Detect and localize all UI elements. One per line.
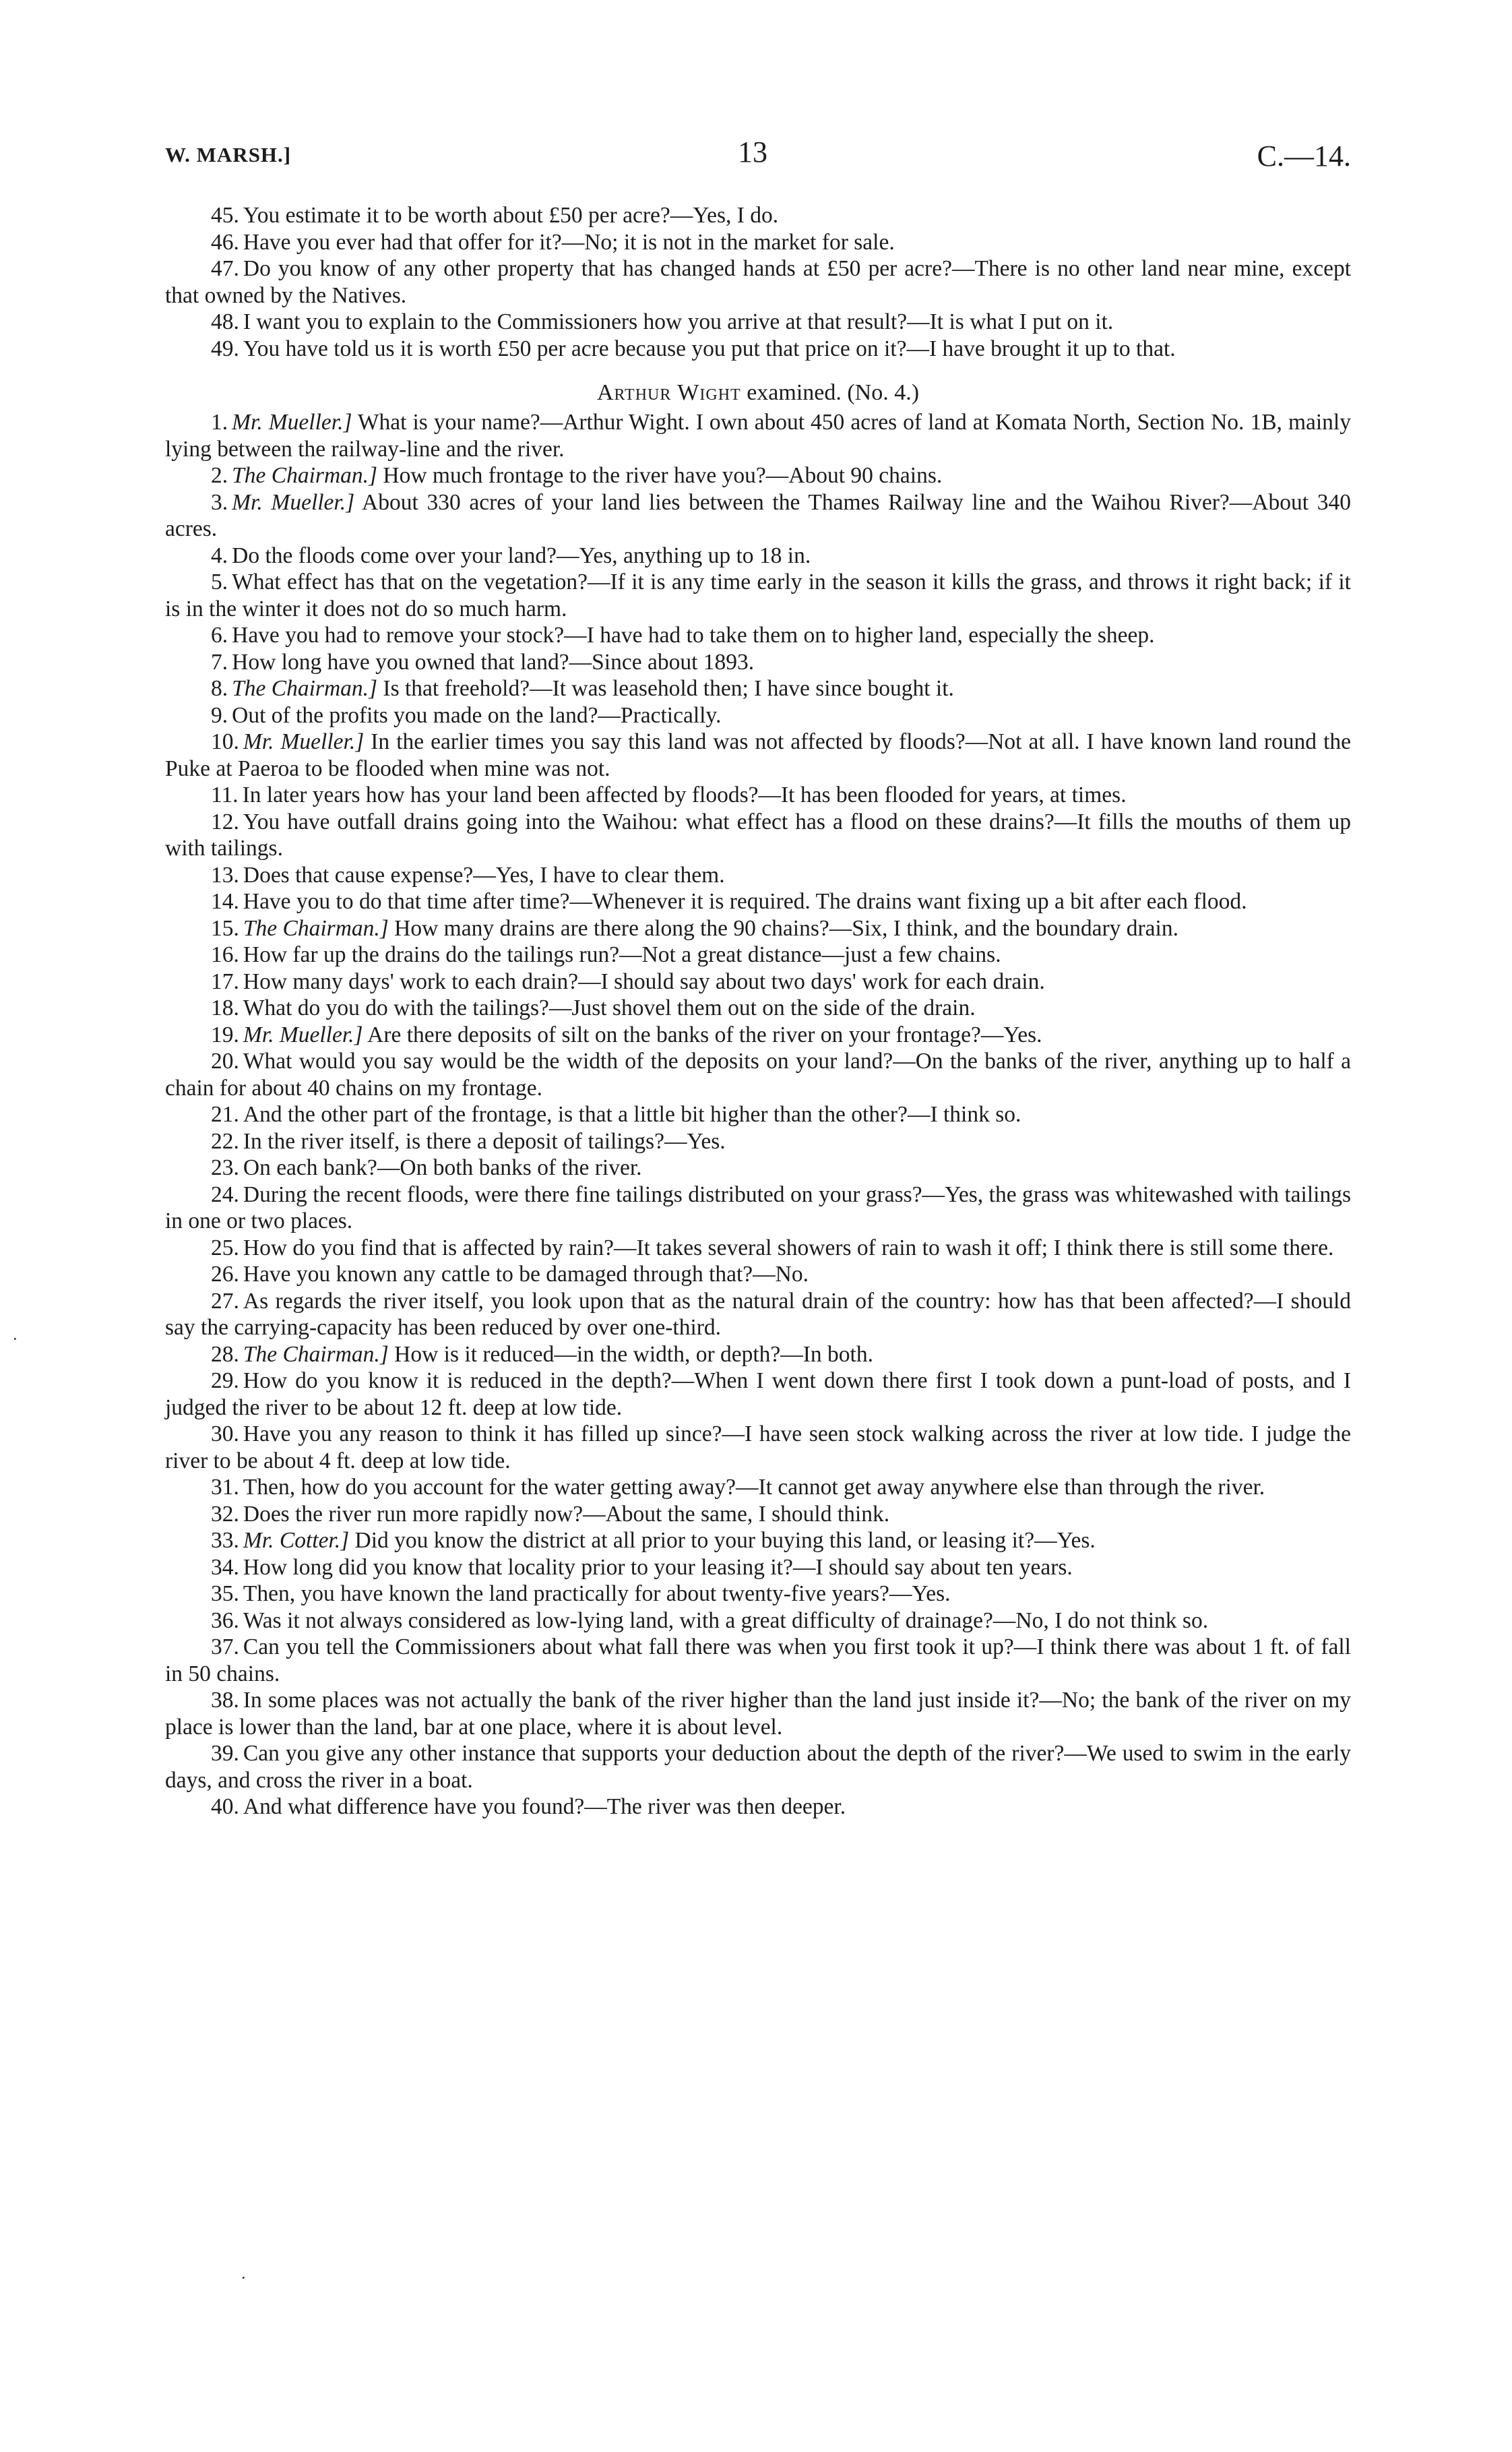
question-number: 4. [211,543,228,568]
question-text: You have told us it is worth £50 per acre because you put that price on it?—I have brought it up to that. [243,336,1176,361]
question-item [165,255,1351,309]
question-text: Have you any reason to think it has filled up since?—I have seen stock walking across the river at low tide. I judge the river to be about 4 ft. deep at low tide. [165,1421,1351,1473]
question-item [165,409,1351,462]
question-number: 31. [211,1475,239,1500]
witness-author-header: W. MARSH.] [165,143,292,166]
question-item [165,915,1351,942]
question-item [165,1235,1351,1262]
question-text: Can you give any other instance that supports your deduction about the depth of the river?—We used to swim in the early days, and cross the river in a boat. [165,1741,1351,1793]
witness-number: (No. 4.) [847,380,920,405]
question-number: 5. [211,570,228,594]
question-text: How is it reduced—in the width, or depth?—In both. [394,1341,873,1367]
question-number: 40. [211,1794,239,1819]
question-text: In the river itself, is there a deposit of tailings?—Yes. [243,1128,726,1154]
question-number: 37. [211,1634,239,1659]
question-text: And what difference have you found?—The river was then deeper. [243,1794,846,1819]
question-item [165,309,1351,336]
question-item [165,702,1351,729]
question-item [165,1288,1351,1341]
question-text: How long did you know that locality prior to your leasing it?—I should say about ten years. [243,1554,1073,1580]
question-text: On each bank?—On both banks of the river. [243,1155,642,1180]
question-text: Have you had to remove your stock?—I have had to take them on to higher land, especially the sheep. [232,623,1155,648]
question-text: I want you to explain to the Commissioners how you arrive at that result?—It is what I put on it. [243,309,1114,334]
question-item [165,862,1351,889]
question-text: What is your name?—Arthur Wight. I own about 450 acres of land at Komata North, Section No. 1B, mainly lying between the railway-line and the river. [165,410,1351,462]
question-number: 10. [211,729,239,754]
question-number: 3. [211,489,228,515]
question-item [165,675,1351,702]
question-number: 19. [211,1022,239,1047]
question-number: 8. [211,676,228,701]
question-text: Do you know of any other property that has changed hands at £50 per acre?—There is no other land near mine, except that owned by the Natives. [165,256,1351,308]
question-speaker: Mr. Mueller.] [232,489,355,515]
question-number: 15. [211,915,239,941]
question-item [165,622,1351,649]
question-item [165,336,1351,363]
question-number: 23. [211,1155,239,1180]
question-number: 35. [211,1581,239,1606]
question-item [165,229,1351,256]
question-number: 27. [211,1288,239,1314]
question-text: Did you know the district at all prior to your buying this land, or leasing it?—Yes. [354,1528,1096,1553]
question-item [165,782,1351,809]
question-item [165,1581,1351,1607]
testimony-body [165,202,1351,1820]
question-item [165,462,1351,489]
question-item [165,1182,1351,1235]
question-number: 28. [211,1341,239,1367]
question-number: 2. [211,463,228,488]
question-item [165,1368,1351,1421]
question-number: 24. [211,1182,239,1207]
question-text: Have you known any cattle to be damaged through that?—No. [243,1262,809,1287]
question-text: Was it not always considered as low-lying land, with a great difficulty of drainage?—No, I do not think so. [243,1607,1209,1633]
question-text: Have you to do that time after time?—Whenever it is required. The drains want fixing up a bit after each flood. [243,889,1247,914]
question-text: Have you ever had that offer for it?—No; it is not in the market for sale. [243,229,895,255]
question-item [165,202,1351,229]
question-number: 49. [211,336,239,361]
question-number: 14. [211,889,239,914]
question-item [165,1048,1351,1101]
question-number: 39. [211,1741,239,1766]
question-text: And the other part of the frontage, is that a little bit higher than the other?—I think so. [243,1102,1021,1127]
question-item [165,1527,1351,1554]
question-text: What effect has that on the vegetation?—If it is any time early in the season it kills the grass, and throws it right back; if it is in the winter it does not do so much harm. [165,570,1351,621]
question-number: 6. [211,623,228,648]
running-head [165,135,1351,182]
question-text: Then, you have known the land practically for about twenty-five years?—Yes. [243,1581,951,1606]
question-text: Out of the profits you made on the land?—Practically. [232,702,722,728]
question-number: 20. [211,1049,239,1074]
question-number: 26. [211,1262,239,1287]
question-number: 16. [211,942,239,967]
question-text: You estimate it to be worth about £50 per acre?—Yes, I do. [243,203,779,228]
heading-examined: examined. [747,380,842,405]
question-text: What do you do with the tailings?—Just shovel them out on the side of the drain. [243,995,976,1020]
question-item [165,969,1351,995]
question-text: During the recent floods, were there fine tailings distributed on your grass?—Yes, the grass was whitewashed with tailings in one or two places. [165,1182,1351,1233]
question-item [165,1634,1351,1687]
question-text: About 330 acres of your land lies between the Thames Railway line and the Waihou River?—About 340 acres. [165,489,1351,541]
question-text: What would you say would be the width of the deposits on your land?—On the banks of the river, anything up to half a chain for about 40 chains on my frontage. [165,1049,1351,1101]
question-text: As regards the river itself, you look upon that as the natural drain of the country: how has that been affected?—I should say the carrying-capacity has been reduced by over one-third. [165,1288,1351,1340]
question-speaker: The Chairman.] [243,915,389,941]
question-item [165,888,1351,915]
question-item [165,1128,1351,1155]
question-number: 36. [211,1607,239,1633]
question-item [165,995,1351,1022]
question-text: How do you know it is reduced in the depth?—When I went down there first I took down a punt-load of posts, and I judged the river to be about 12 ft. deep at low tide. [165,1368,1351,1420]
question-list [165,409,1351,1820]
question-number: 38. [211,1688,239,1713]
question-item [165,1740,1351,1794]
question-text: How much frontage to the river have you?—About 90 chains. [383,463,943,488]
question-number: 45. [211,203,239,228]
question-item [165,1421,1351,1474]
question-number: 17. [211,969,239,994]
question-speaker: The Chairman.] [232,463,378,488]
question-speaker: Mr. Mueller.] [232,410,352,435]
question-text: Do the floods come over your land?—Yes, anything up to 18 in. [232,543,811,568]
question-item [165,1022,1351,1049]
question-number: 29. [211,1368,239,1393]
question-text: Are there deposits of silt on the banks of the river on your frontage?—Yes. [367,1022,1042,1047]
question-text: How long have you owned that land?—Since about 1893. [232,649,755,675]
question-item [165,729,1351,782]
question-text: Does that cause expense?—Yes, I have to clear them. [243,862,725,888]
question-number: 21. [211,1102,239,1127]
question-speaker: Mr. Cotter.] [243,1528,350,1553]
question-text: How far up the drains do the tailings run?—Not a great distance—just a few chains. [243,942,1001,967]
page-number: 13 [738,135,767,168]
question-speaker: Mr. Mueller.] [243,729,365,754]
question-number: 46. [211,229,239,255]
question-item [165,1155,1351,1182]
question-text: How many days' work to each drain?—I should say about two days' work for each drain. [243,969,1045,994]
question-number: 12. [211,809,239,834]
question-number: 13. [211,862,239,888]
question-number: 7. [211,649,228,675]
margin-dot-left: · [12,1329,18,1349]
question-text: How do you find that is affected by rain?—It takes several showers of rain to wash it off; I think there is still some there. [243,1235,1334,1260]
question-text: Can you tell the Commissioners about what fall there was when you first took it up?—I think there was about 1 ft. of fall in 50 chains. [165,1634,1351,1686]
question-item [165,543,1351,570]
question-number: 9. [211,702,228,728]
question-text: How many drains are there along the 90 chains?—Six, I think, and the boundary drain. [394,915,1178,941]
question-item [165,1554,1351,1581]
question-item [165,1474,1351,1501]
question-speaker: The Chairman.] [243,1341,389,1367]
question-text: Is that freehold?—It was leasehold then; I have since bought it. [383,676,954,701]
question-number: 1. [211,410,228,435]
question-item [165,809,1351,862]
witness-name: Arthur Wight [596,380,741,405]
question-text: In the earlier times you say this land was not affected by floods?—Not at all. I have known land round the Puke at Paeroa to be flooded when mine was not. [165,729,1351,781]
question-number: 34. [211,1554,239,1580]
question-number: 32. [211,1501,239,1527]
question-number: 22. [211,1128,239,1154]
question-number: 47. [211,256,239,281]
paper-reference: C.—14. [1257,140,1351,173]
question-text: Then, how do you account for the water getting away?—It cannot get away anywhere else than through the river. [243,1475,1265,1500]
question-number: 18. [211,995,239,1020]
question-item [165,1607,1351,1634]
margin-dot-bottom: · [241,2268,247,2288]
question-item [165,649,1351,676]
question-item [165,1687,1351,1740]
question-number: 25. [211,1235,239,1260]
question-number: 30. [211,1421,239,1446]
question-speaker: Mr. Mueller.] [243,1022,363,1047]
question-item [165,1794,1351,1820]
intro-question-list [165,202,1351,362]
question-item [165,569,1351,622]
question-text: In later years how has your land been affected by floods?—It has been flooded for years, at times. [242,783,1127,807]
question-item [165,1501,1351,1528]
question-text: Does the river run more rapidly now?—About the same, I should think. [243,1501,890,1527]
question-text: In some places was not actually the bank of the river higher than the land just inside it?—No; the bank of the river on my place is lower than the land, bar at one place, where it is about level. [165,1688,1351,1740]
question-number: 11. [211,783,239,807]
question-text: You have outfall drains going into the Waihou: what effect has a flood on these drains?—It fills the mouths of them up with tailings. [165,809,1351,861]
question-speaker: The Chairman.] [232,676,378,701]
question-item [165,942,1351,969]
question-item [165,1261,1351,1288]
question-item [165,489,1351,543]
question-item [165,1101,1351,1128]
question-number: 48. [211,309,239,334]
witness-section-heading [165,379,1351,406]
question-item [165,1341,1351,1368]
question-number: 33. [211,1528,239,1553]
